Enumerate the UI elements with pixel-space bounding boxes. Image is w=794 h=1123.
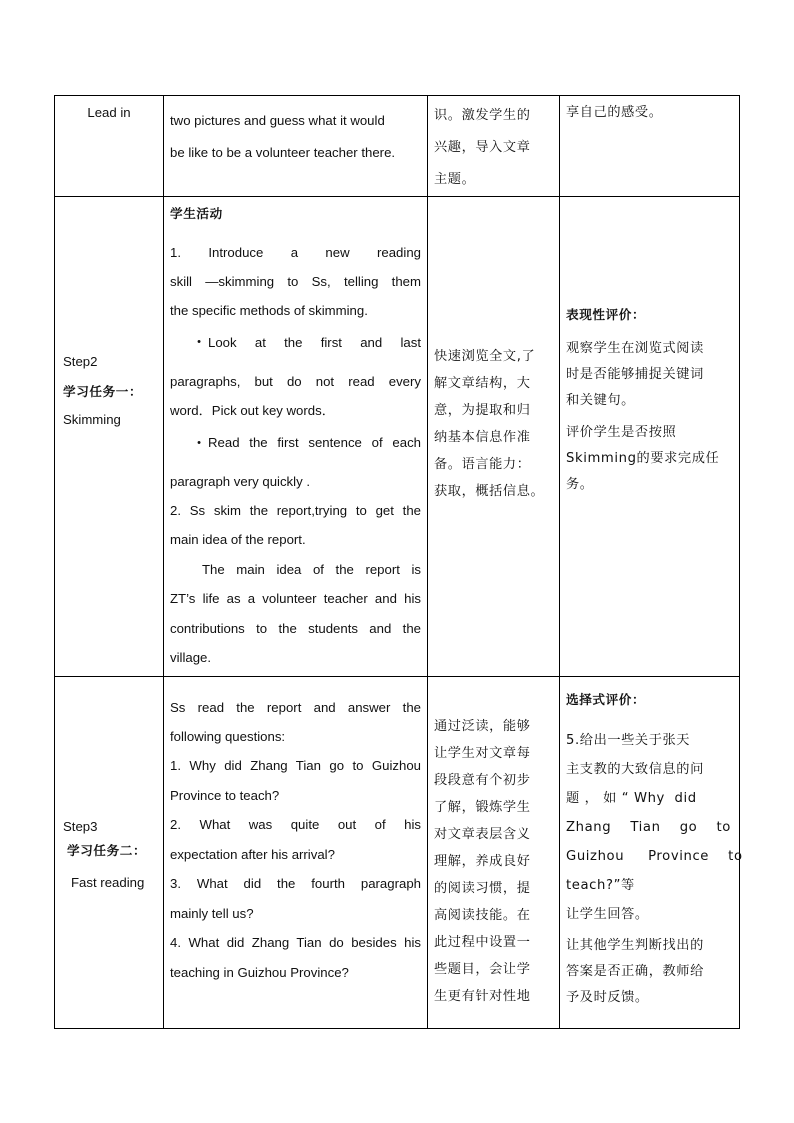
purpose-cell <box>428 197 560 677</box>
purpose-line: 的阅读习惯，提 <box>434 881 531 896</box>
purpose-line: 段段意有个初步 <box>434 773 531 788</box>
step-cell <box>55 677 164 1029</box>
activity-line: paragraph very quickly . <box>170 474 311 489</box>
assessment-line: 5.给出一些关于张天 <box>566 733 691 748</box>
activity-line: expectation after his arrival? <box>170 847 335 862</box>
purpose-line: 高阅读技能。在 <box>434 908 531 923</box>
task-name: Fast reading <box>71 875 145 890</box>
activity-line: skill —skimming to Ss, telling them <box>170 274 421 289</box>
assessment-line: Zhang Tian go to <box>566 820 731 835</box>
activity-cell <box>164 197 428 677</box>
assessment-line: Skimming的要求完成任 <box>566 451 720 466</box>
purpose-line: 通过泛读，能够 <box>434 719 531 734</box>
purpose-line: 生更有针对性地 <box>434 989 531 1004</box>
table-row-step2 <box>55 197 740 677</box>
purpose-line: 主题。 <box>434 172 476 187</box>
purpose-line: 对文章表层含义 <box>434 827 531 842</box>
purpose-line: 些题目，会让学 <box>434 962 531 977</box>
activity-heading: 学生活动 <box>170 206 223 221</box>
assessment-line: 答案是否正确，教师给 <box>566 964 704 979</box>
assessment-line: Guizhou Province to <box>566 849 743 864</box>
activity-line: 1. Why did Zhang Tian go to Guizhou <box>170 758 421 773</box>
step-label: Step3 <box>63 819 98 834</box>
purpose-line: 备。语言能力： <box>434 457 531 472</box>
activity-line: paragraphs, but do not read every <box>170 374 421 389</box>
activity-cell <box>164 96 428 197</box>
step-cell <box>55 197 164 677</box>
purpose-line: 解文章结构，大 <box>434 376 531 391</box>
step-cell <box>55 96 164 197</box>
purpose-line: 兴趣，导入文章 <box>434 140 531 155</box>
activity-line: two pictures and guess what it would <box>170 113 385 128</box>
activity-line: word．Pick out key words． <box>170 403 335 418</box>
purpose-line: 让学生对文章每 <box>434 746 531 761</box>
purpose-line: 理解，养成良好 <box>434 854 531 869</box>
purpose-line: 纳基本信息作准 <box>434 430 531 445</box>
assessment-line: 务。 <box>566 477 594 492</box>
assessment-line: 主支教的大致信息的问 <box>566 762 704 777</box>
assessment-line: 时是否能够捕捉关键词 <box>566 367 704 382</box>
assessment-cell <box>560 197 740 677</box>
activity-line: be like to be a volunteer teacher there. <box>170 145 396 160</box>
bullet-icon: • <box>197 336 201 348</box>
step-label: Lead in <box>87 105 131 120</box>
purpose-line: 获取，概括信息。 <box>434 484 545 499</box>
task-label: 学习任务一： <box>63 384 143 399</box>
task-label: 学习任务二： <box>67 843 147 858</box>
assessment-heading: 选择式评价： <box>566 692 646 707</box>
purpose-line: 了解，锻炼学生 <box>434 800 531 815</box>
activity-line: Ss read the report and answer the <box>170 700 421 715</box>
task-name: Skimming <box>63 412 121 427</box>
activity-line: 1. Introduce a new reading <box>170 245 421 260</box>
activity-line: 2. What was quite out of his <box>170 817 421 832</box>
purpose-line: 意，为提取和归 <box>434 403 531 418</box>
lesson-plan-table <box>54 95 743 1029</box>
bullet-icon: • <box>197 437 201 449</box>
activity-line: Look at the first and last <box>208 335 421 350</box>
purpose-line: 快速浏览全文,了 <box>434 349 536 364</box>
assessment-line: 享自己的感受。 <box>566 105 663 120</box>
purpose-cell <box>428 677 560 1029</box>
activity-line: main idea of the report. <box>170 532 306 547</box>
activity-line: following questions: <box>170 729 286 744</box>
activity-line: 2. Ss skim the report,trying to get the <box>170 503 421 518</box>
table-row-lead-in <box>55 96 740 197</box>
assessment-line: 观察学生在浏览式阅读 <box>566 341 704 356</box>
assessment-cell <box>560 96 740 197</box>
assessment-line: 让学生回答。 <box>566 907 649 922</box>
purpose-line: 识。激发学生的 <box>434 108 531 123</box>
purpose-line: 此过程中设置一 <box>434 935 531 950</box>
purpose-cell <box>428 96 560 197</box>
step-label: Step2 <box>63 354 98 369</box>
activity-line: teaching in Guizhou Province? <box>170 965 349 980</box>
activity-cell <box>164 677 428 1029</box>
table-row-step3 <box>55 677 740 1029</box>
activity-line: contributions to the students and the <box>170 621 421 636</box>
activity-line: 4. What did Zhang Tian do besides his <box>170 935 421 950</box>
activity-line: mainly tell us? <box>170 906 254 921</box>
activity-line: Province to teach? <box>170 788 280 803</box>
activity-line: the specific methods of skimming. <box>170 303 368 318</box>
assessment-line: 评价学生是否按照 <box>566 425 677 440</box>
assessment-line: teach?”等 <box>566 878 635 893</box>
assessment-cell <box>560 677 743 1029</box>
assessment-line: 题 ， 如 “ Why did <box>566 791 697 806</box>
activity-line: village. <box>170 650 212 665</box>
activity-line: 3. What did the fourth paragraph <box>170 876 421 891</box>
activity-line: Read the first sentence of each <box>208 435 421 450</box>
activity-line: The main idea of the report is <box>202 562 421 577</box>
activity-line: ZT’s life as a volunteer teacher and his <box>170 591 421 606</box>
assessment-line: 和关键句。 <box>566 393 635 408</box>
assessment-heading: 表现性评价： <box>566 307 646 322</box>
assessment-line: 予及时反馈。 <box>566 990 649 1005</box>
assessment-line: 让其他学生判断找出的 <box>566 938 704 953</box>
